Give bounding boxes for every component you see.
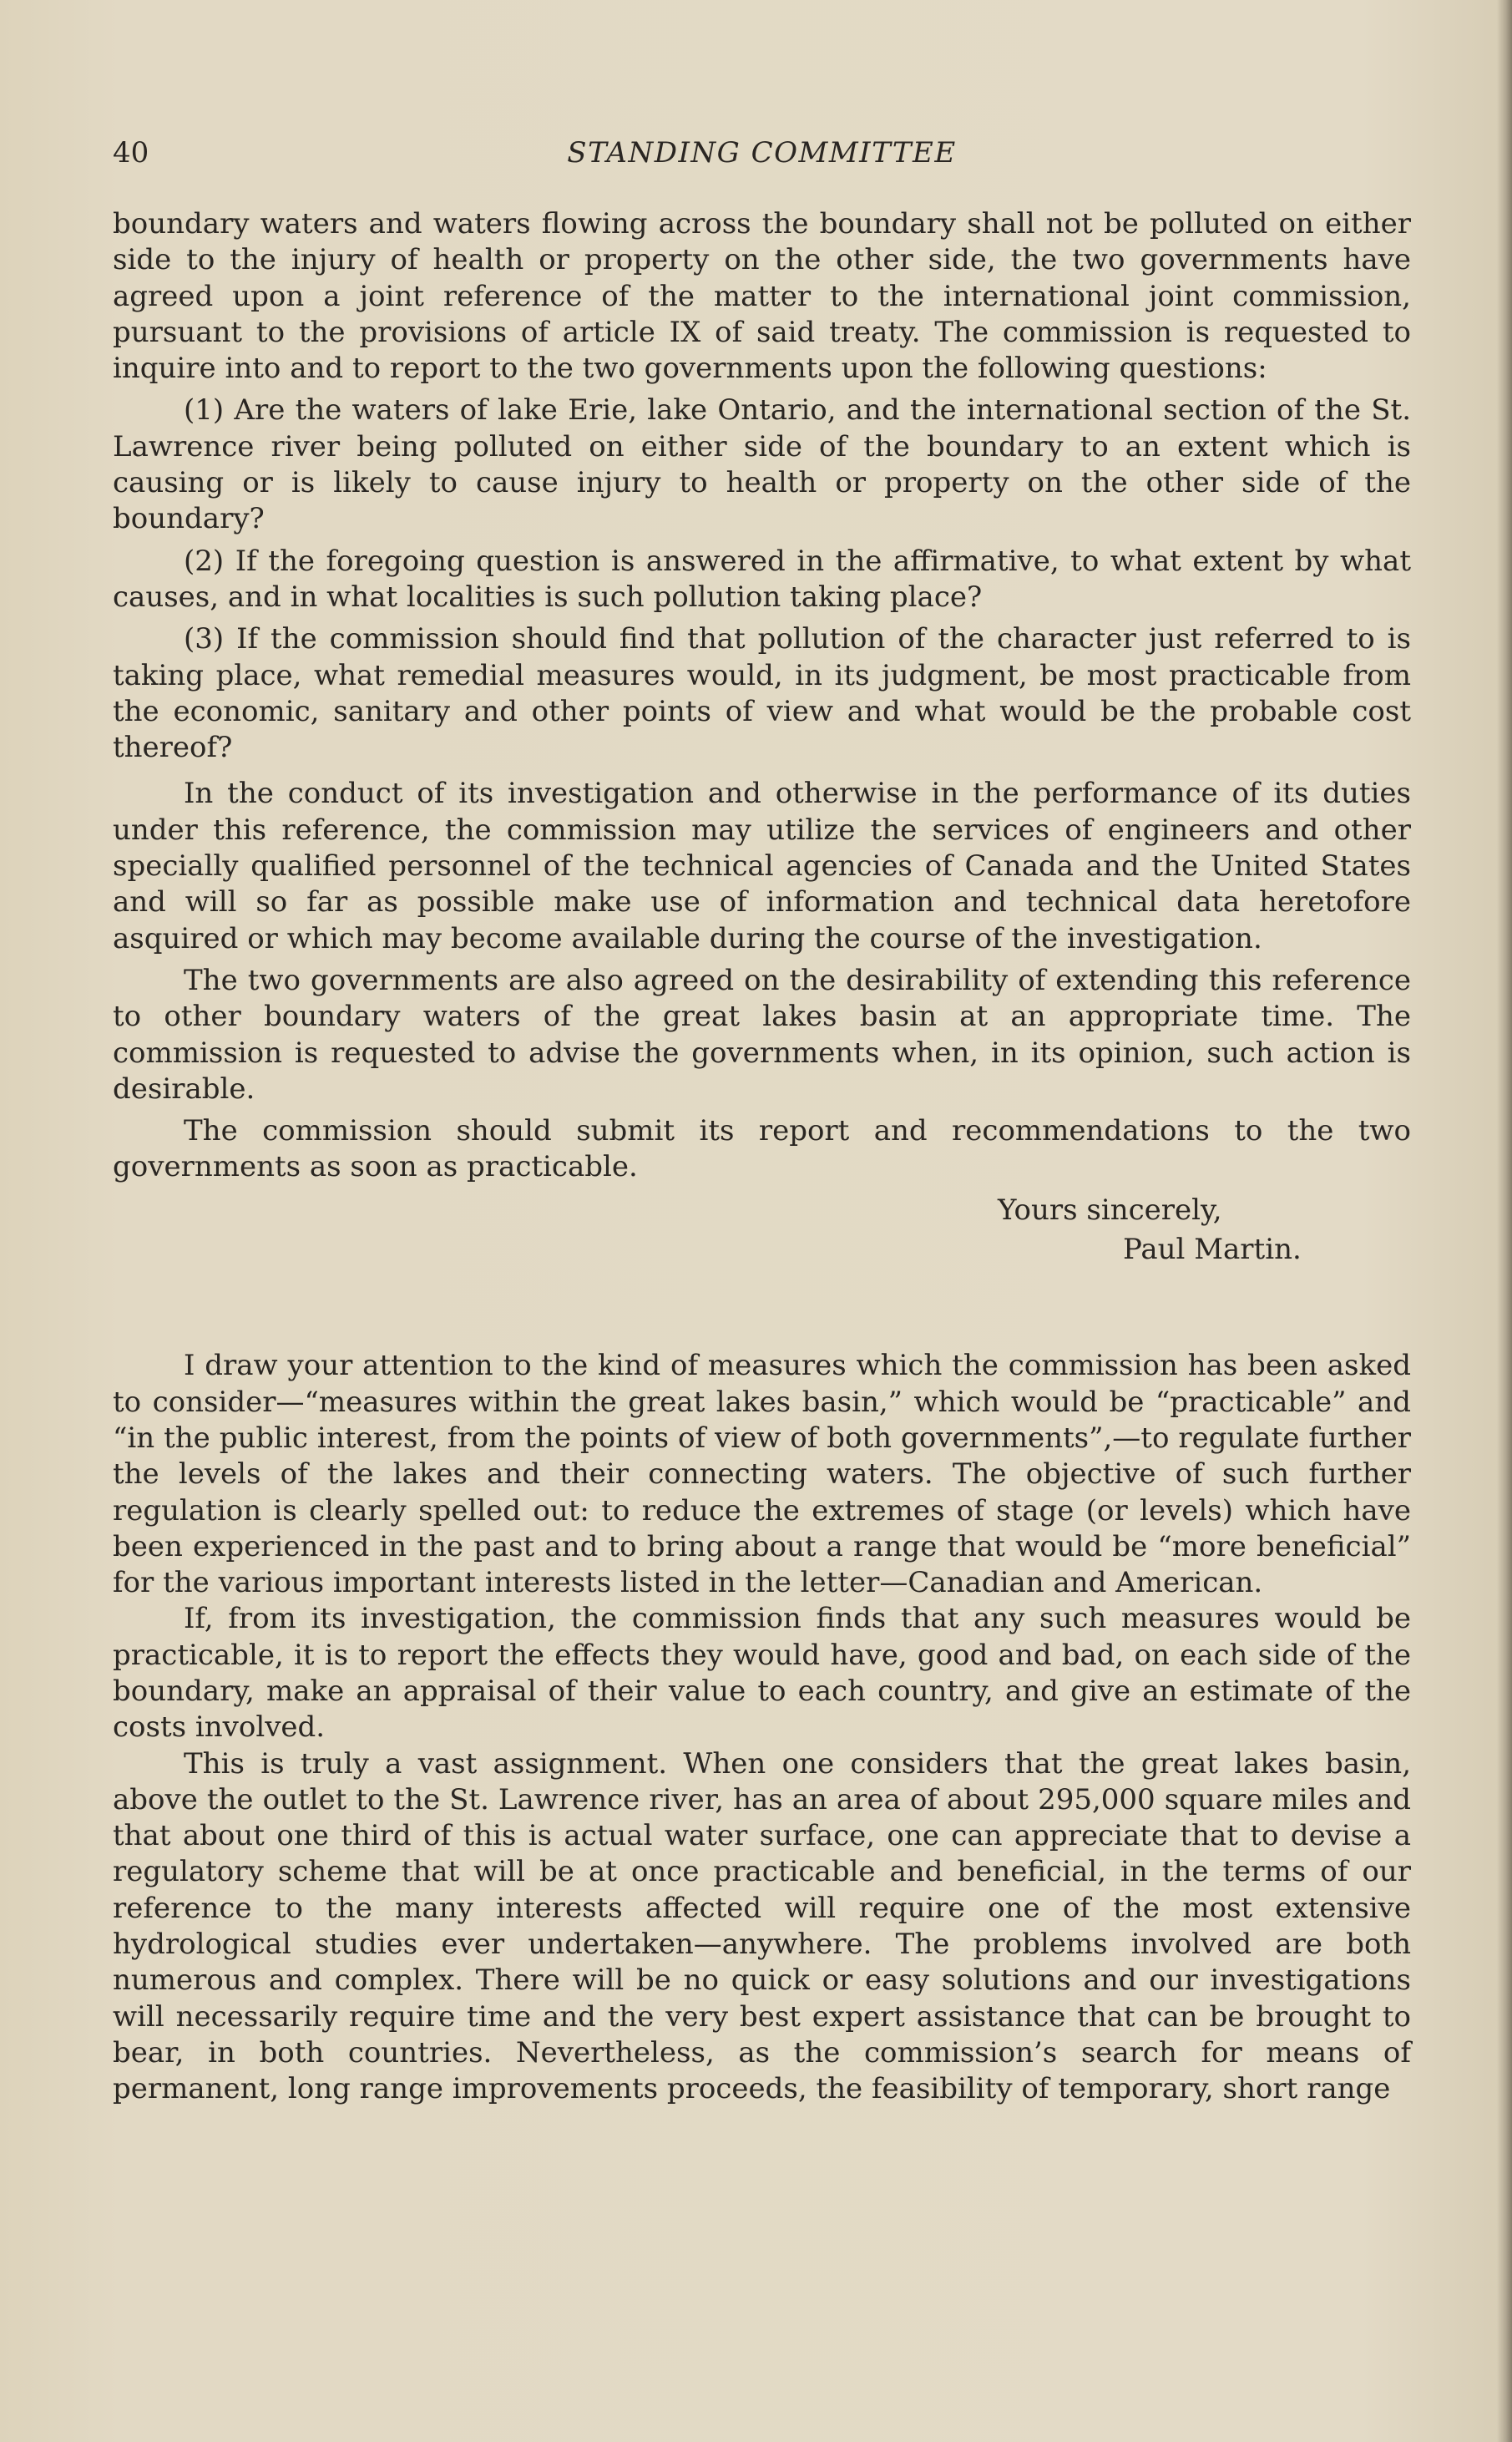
paragraph-assignment: This is truly a vast assignment. When one considers that the great lakes basin, above the outlet to the St. Lawrence river, has an area of about 295,000 square miles and that about one third of this is actual water surface, one can appreciate that to devise a regulatory scheme that will be at once practicable and beneficial, in the terms of our reference to the many interests affected will require one of the most extensive hydrological studies ever undertaken—anywhere. The problems involved are both numerous and complex. There will be no quick or easy solutions and our investigations will necessarily require time and the very best expert assistance that can be brought to bear, in both countries. Nevertheless, as the commission’s search for means of permanent, long range improvements proceeds, the feasibility of temporary, short range xyxy=(113,1746,1411,2106)
letter-closing: Yours sincerely, xyxy=(998,1193,1222,1227)
paragraph-findings: If, from its investigation, the commission finds that any such measures would be practicable, it is to report the effects they would have, good and bad, on each side of the boundary, make an appraisal of their value to each country, and give an estimate of the costs involved. xyxy=(113,1602,1411,1745)
paragraph-continuation: boundary waters and waters flowing across the boundary shall not be polluted on either side to the injury of health or property on the other side, the two governments have agreed upon a joint reference of the matter to the international joint commission, pursuant to the provisions of article IX of said treaty. The commission is requested to inquire into and to report to the two governments upon the following questions: xyxy=(113,207,1411,386)
page-header xyxy=(113,134,1411,172)
question-3: (3) If the commission should find that pollution of the character just referred to is taking place, what remedial measures would, in its judgment, be most practicable from the economic, sanitary and other points of view and what would be the probable cost thereof? xyxy=(113,622,1411,765)
paragraph-report: The commission should submit its report and recommendations to the two governments as soon as practicable. xyxy=(113,1114,1411,1184)
page-body xyxy=(113,206,1411,2108)
page-number: 40 xyxy=(113,136,149,170)
running-title: STANDING COMMITTEE xyxy=(567,136,957,170)
question-2: (2) If the foregoing question is answered in the affirmative, to what extent by what causes, and in what localities is such pollution taking place? xyxy=(113,544,1411,614)
letter-signature: Paul Martin. xyxy=(1123,1233,1302,1267)
book-spine-shadow xyxy=(1497,0,1512,2442)
question-1: (1) Are the waters of lake Erie, lake Ontario, and the international section of the St. Lawrence river being polluted on either side of the boundary to an extent which is causing or is likely to cause injury to health or property on the other side of the boundary? xyxy=(113,393,1411,536)
paragraph-extension: The two governments are also agreed on the desirability of extending this reference to other boundary waters of the great lakes basin at an appropriate time. The commission is requested to advise the governments when, in its opinion, such action is desirable. xyxy=(113,963,1411,1106)
paragraph-measures: I draw your attention to the kind of measures which the commission has been asked to consider—“measures within the great lakes basin,” which would be “practicable” and “in the public interest, from the points of view of both governments”,—to regulate further the levels of the lakes and their connecting waters. The objective of such further regulation is clearly spelled out: to reduce the extremes of stage (or levels) which have been experienced in the past and to bring about a range that would be “more beneficial” for the various important interests listed in the letter—Canadian and American. xyxy=(113,1349,1411,1600)
paragraph-investigation: In the conduct of its investigation and otherwise in the performance of its duties under this reference, the commission may utilize the services of engineers and other specially qualified personnel of the technical agencies of Canada and the United States and will so far as possible make use of information and technical data heretofore asquired or which may become available during the course of the investigation. xyxy=(113,777,1411,955)
